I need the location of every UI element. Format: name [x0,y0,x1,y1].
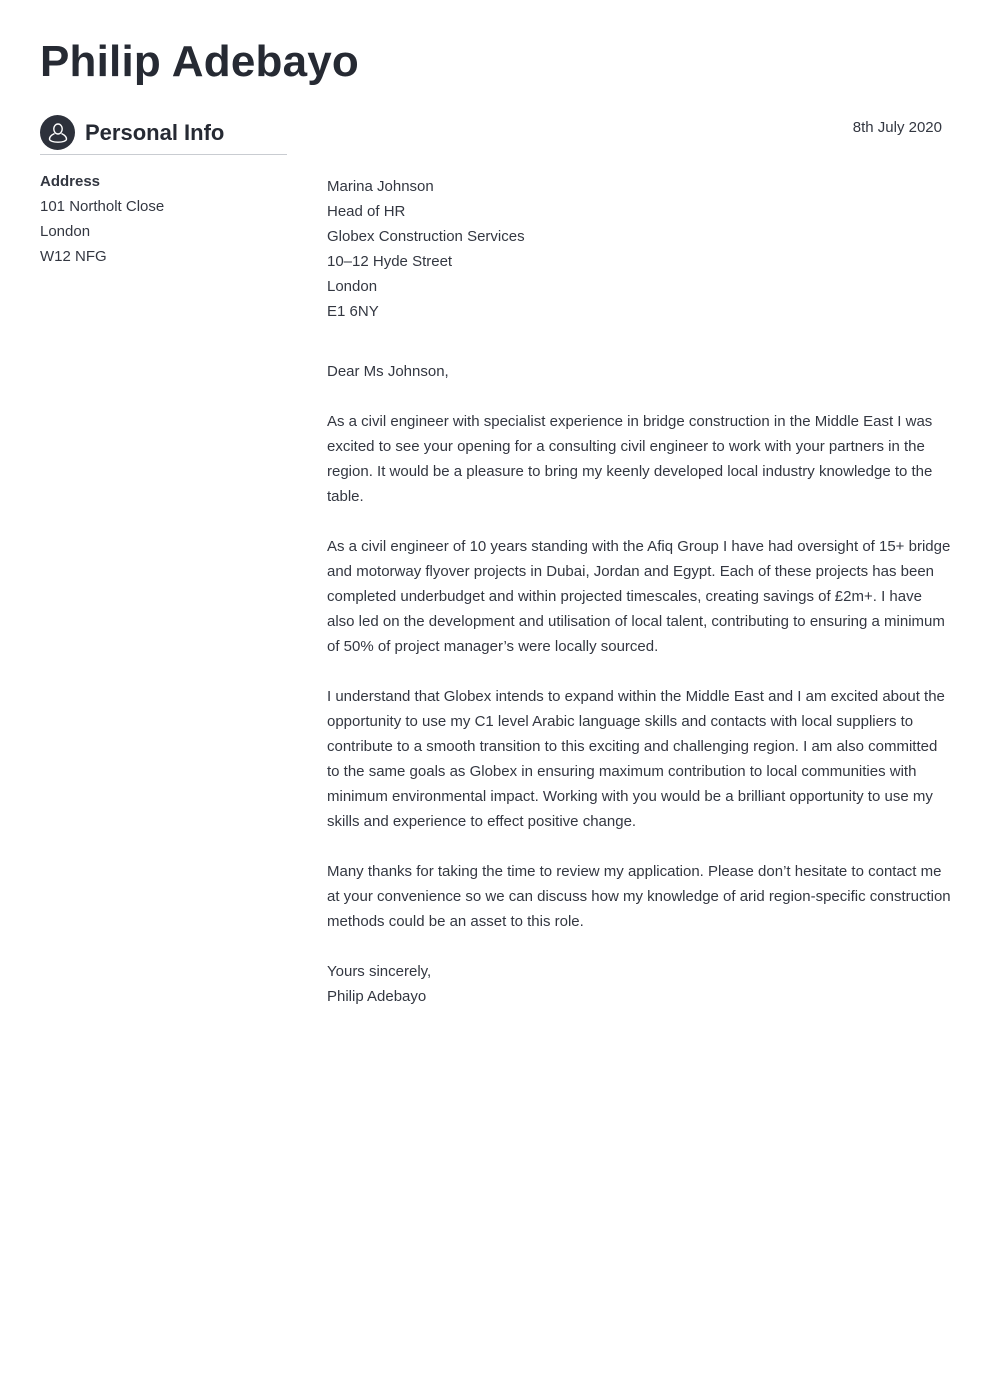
recipient-line: Globex Construction Services [327,228,525,245]
recipient-line: E1 6NY [327,303,379,320]
person-icon [40,115,75,150]
signature-name: Philip Adebayo [327,988,427,1005]
letter-paragraph: As a civil engineer with specialist experience in bridge construction in the Middle East I was excited to see your opening for a consulting civil engineer to work with your partners in the region. It would be a pleasure to bring my keenly developed local industry knowledge to the table. [327,413,933,505]
sidebar [40,115,287,269]
letter-paragraph: Many thanks for taking the time to review my application. Please don’t hesitate to contact me at your convenience so we can discuss how my knowledge of arid region-specific construction methods could be an asset to this role. [327,863,951,930]
letter-paragraph: I understand that Globex intends to expand within the Middle East and I am excited about the opportunity to use my C1 level Arabic language skills and contacts with local suppliers to contribute to a smooth transition to this exciting and challenging region. I am also committed to the same goals as Globex in ensuring maximum contribution to local communities with minimum environmental impact. Working with you would be a brilliant opportunity to use my skills and experience to effect positive change. [327,688,945,830]
applicant-name: Philip Adebayo [40,37,359,86]
address-line: 101 Northolt Close [40,198,165,215]
address-line: London [40,223,91,240]
salutation: Dear Ms Johnson, [327,363,449,380]
letter-body [327,174,953,1009]
letter-date: 8th July 2020 [852,119,942,136]
recipient-line: 10–12 Hyde Street [327,253,453,270]
recipient-line: Marina Johnson [327,178,434,195]
address-label: Address [40,173,101,190]
personal-info-header [40,115,287,155]
recipient-line: London [327,278,378,295]
recipient-block [327,174,953,324]
closing: Yours sincerely, [327,963,432,980]
recipient-line: Head of HR [327,203,406,220]
section-title: Personal Info [85,119,225,145]
address-line: W12 NFG [40,248,107,265]
letter-paragraph: As a civil engineer of 10 years standing with the Afiq Group I have had oversight of 15+ bridge and motorway flyover projects in Dubai, Jordan and Egypt. Each of these projects has been completed underbudget and within projected timescales, creating savings of £2m+. I have also led on the development and utilisation of local talent, contributing to ensuring a minimum of 50% of project manager’s were locally sourced. [327,538,951,655]
